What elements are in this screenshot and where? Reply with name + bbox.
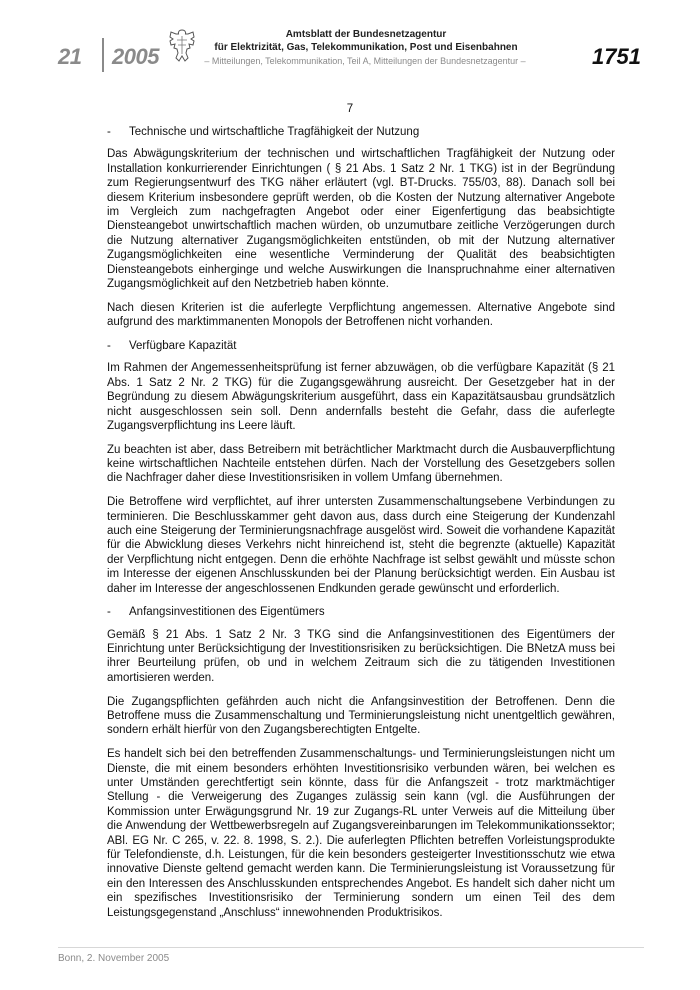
issue-number: 21 [58, 44, 82, 69]
body-paragraph: Zu beachten ist aber, dass Betreibern mit beträchtlicher Marktmacht durch die Ausbauverpflichtung keine wirtschaftlichen Nachteile entstehen dürfen. Nach der Vorstellung des Gesetzgebers sollen die Nachfrager daher diese Investitionsrisiken in vollem Umfang übernehmen. [107, 443, 615, 485]
section-bullet [107, 125, 615, 139]
section-bullet [107, 339, 615, 353]
page-header [0, 0, 700, 80]
bullet-heading-text: Anfangsinvestitionen des Eigentümers [129, 606, 325, 619]
footer-divider [58, 947, 644, 948]
body-paragraph: Gemäß § 21 Abs. 1 Satz 2 Nr. 3 TKG sind die Anfangsinvestitionen des Eigentümers der Einrichtung unter Berücksichtigung der Investitionsrisiken zu berücksichtigen. Die BNetzA muss bei ihrer Beurteilung prüfen, ob und in welchem Zeitraum sich die zu tätigenden Investitionen amortisieren werden. [107, 628, 615, 684]
page-number: 1751 [592, 44, 641, 69]
section-bullet [107, 605, 615, 619]
bullet-dash: - [107, 606, 111, 619]
body-paragraph: Im Rahmen der Angemessenheitsprüfung ist ferner abzuwägen, ob die verfügbare Kapazität (§ 21 Abs. 1 Satz 2 Nr. 2 TKG) für die Zugangsgewährung ausreicht. Der Gesetzgeber hat in der Begründung zu diesem Abwägungskriterium ausgeführt, dass ein Kapazitätsausbau grundsätzlich nicht ausgeschlossen sein soll. Denn andernfalls besteht die Gefahr, dass die auferlegte Zugangsverpflichtung ins Leere läuft. [107, 362, 615, 432]
bullet-dash: - [107, 339, 111, 352]
body-paragraph: Nach diesen Kriterien ist die auferlegte Verpflichtung angemessen. Alternative Angebote sind aufgrund des marktimmanenten Monopols der Betroffenen nicht vorhanden. [107, 301, 615, 329]
issue-divider [102, 38, 104, 72]
inner-page-number: 7 [346, 103, 354, 115]
body-paragraph: Die Zugangspflichten gefährden auch nicht die Anfangsinvestition der Betroffenen. Denn die Betroffene muss die Zusammenschaltung und Terminierungsleistung nicht unentgeltlich gewähren, sondern erhält hierfür von den Zugangsberechtigten Entgelte. [107, 695, 615, 737]
document-body [107, 125, 615, 929]
gazette-title-line2: für Elektrizität, Gas, Telekommunikation, Post und Eisenbahnen [214, 42, 518, 53]
gazette-title-line1: Amtsblatt der Bundesnetzagentur [285, 29, 447, 40]
body-paragraph: Die Betroffene wird verpflichtet, auf ihrer untersten Zusammenschaltungsebene Verbindungen zu terminieren. Die Beschlusskammer geht davon aus, dass durch eine Steigerung der Kundenzahl auch eine Steigerung der Terminierungsnachfrage ausgelöst wird. Soweit die vorhandene Kapazität für die Abwicklung dieses Verkehrs nicht hinreichend ist, steht die begrenzte (aktuelle) Kapazität der Verpflichtung nicht entgegen. Denn die erhöhte Nachfrage ist selbst gewählt und müsste schon im Interesse der eigenen Anschlusskunden bei der Planung berücksichtigt werden. Ein Ausbau ist daher im Interesse der angeschlossenen Endkunden gerade gewünscht und erforderlich. [107, 496, 615, 595]
body-paragraph: Das Abwägungskriterium der technischen und wirtschaftlichen Tragfähigkeit der Nutzung oder Installation konkurrierender Einrichtungen ( § 21 Abs. 1 Satz 2 Nr. 1 TKG) ist in der Begründung zum Regierungsentwurf des TKG näher erläutert (vgl. BT-Drucks. 755/03, 88). Danach soll bei diesem Kriterium insbesondere geprüft werden, ob die Kosten der Nutzung alternativer Angebote im Vergleich zum nachgefragten Angebot oder einer Eigenfertigung das beabsichtigte Diensteangebot unwirtschaftlich machen würden, ob unzumutbare zeitliche Verzögerungen durch die Nutzung alternativer Zugangsmöglichkeiten entstünden, ob mit der Nutzung alternativer Zugangsmöglichkeiten eine wesentliche Verminderung der Qualität des beabsichtigten Diensteangebots einherginge und welche Auswirkungen die Inanspruchnahme einer alternativen Zugangsmöglichkeit auf den Netzbetrieb haben könnte. [107, 148, 615, 291]
federal-eagle-icon [168, 28, 196, 64]
bullet-heading-text: Technische und wirtschaftliche Tragfähigkeit der Nutzung [129, 126, 420, 138]
footer-place-date: Bonn, 2. November 2005 [58, 953, 170, 964]
gazette-title [206, 28, 526, 54]
body-paragraph: Es handelt sich bei den betreffenden Zusammenschaltungs- und Terminierungsleistungen nicht um Dienste, die mit einem besonders erhöhten Investitionsrisiko verbunden wären, bei welchen es unter Umständen gerechtfertigt sein könnte, dass für die Anfangszeit - trotz marktmächtiger Stellung - die Verweigerung des Zuganges zulässig sein kann (vgl. die Ausführungen der Kommission unter Erwägungsgrund Nr. 19 zur Zugangs-RL unter Verweis auf die Mitteilung über die Anwendung der Wettbewerbsregeln auf Zugangsvereinbarungen im Telekommunikationssektor; ABl. EG Nr. C 265, v. 22. 8. 1998, S. 2.). Die auferlegten Pflichten betreffen Vorleistungsprodukte für Telefondienste, d.h. Leistungen, für die kein besonders gesteigerter Investitionsschutz wie etwa innovative Dienste geltend gemacht werden kann. Die Terminierungsleistung ist Voraussetzung für ein den Interessen des Anschlusskunden entsprechendes Angebot. Es handelt sich daher nicht um ein spezifisches Investitionsrisiko der Terminierung sondern um einen Teil des dem Leistungsgegenstand „Anschluss“ innewohnenden Produktrisikos. [107, 748, 615, 919]
issue-year: 2005 [112, 44, 159, 69]
bullet-heading-text: Verfügbare Kapazität [129, 339, 237, 352]
gazette-subline: – Mitteilungen, Telekommunikation, Teil A, Mitteilungen der Bundesnetzagentur – [204, 56, 526, 66]
issue-label [58, 44, 159, 70]
bullet-dash: - [107, 126, 111, 138]
